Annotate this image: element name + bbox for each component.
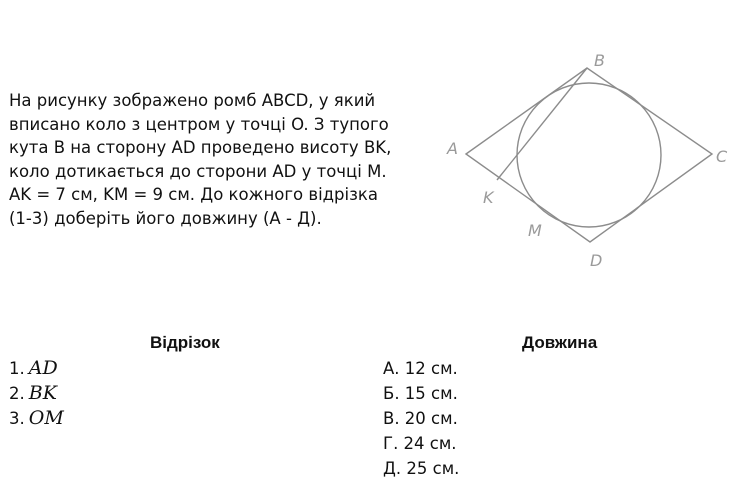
rhombus-abcd xyxy=(466,68,712,242)
segment-name: OM xyxy=(28,407,64,429)
label-d: D xyxy=(590,251,603,270)
segment-name: AD xyxy=(28,357,58,379)
label-b: B xyxy=(594,51,605,70)
lengths-header: Довжина xyxy=(522,333,598,352)
segment-item xyxy=(9,356,64,381)
problem-statement: На рисунку зображено ромб ABCD, у який вписано коло з центром у точці O. З тупого кута B на сторону AD проведено висоту BK, коло дотикається до сторони AD у точці M. AK = 7 см, KM = 9 см. До кожного відрізка (1-3) доберіть його довжину (А - Д). xyxy=(9,91,392,228)
length-option: В. 20 см. xyxy=(383,409,458,428)
label-c: C xyxy=(716,147,728,166)
rhombus-figure xyxy=(440,40,740,280)
segments-header: Відрізок xyxy=(150,333,220,352)
label-m: M xyxy=(528,221,542,240)
length-option: А. 12 см. xyxy=(383,359,458,378)
segment-number: 3. xyxy=(9,409,25,428)
height-bk xyxy=(497,68,587,180)
length-option: Д. 25 см. xyxy=(383,459,460,478)
length-option: Г. 24 см. xyxy=(383,434,457,453)
segment-name: BK xyxy=(28,382,57,404)
segment-number: 1. xyxy=(9,359,25,378)
segments-list xyxy=(9,356,64,431)
label-a: A xyxy=(447,139,458,158)
segment-number: 2. xyxy=(9,384,25,403)
segment-item xyxy=(9,406,64,431)
rhombus-diagram xyxy=(440,40,740,280)
label-k: K xyxy=(483,188,494,207)
segment-item xyxy=(9,381,64,406)
length-option: Б. 15 см. xyxy=(383,384,458,403)
lengths-list xyxy=(383,356,459,481)
